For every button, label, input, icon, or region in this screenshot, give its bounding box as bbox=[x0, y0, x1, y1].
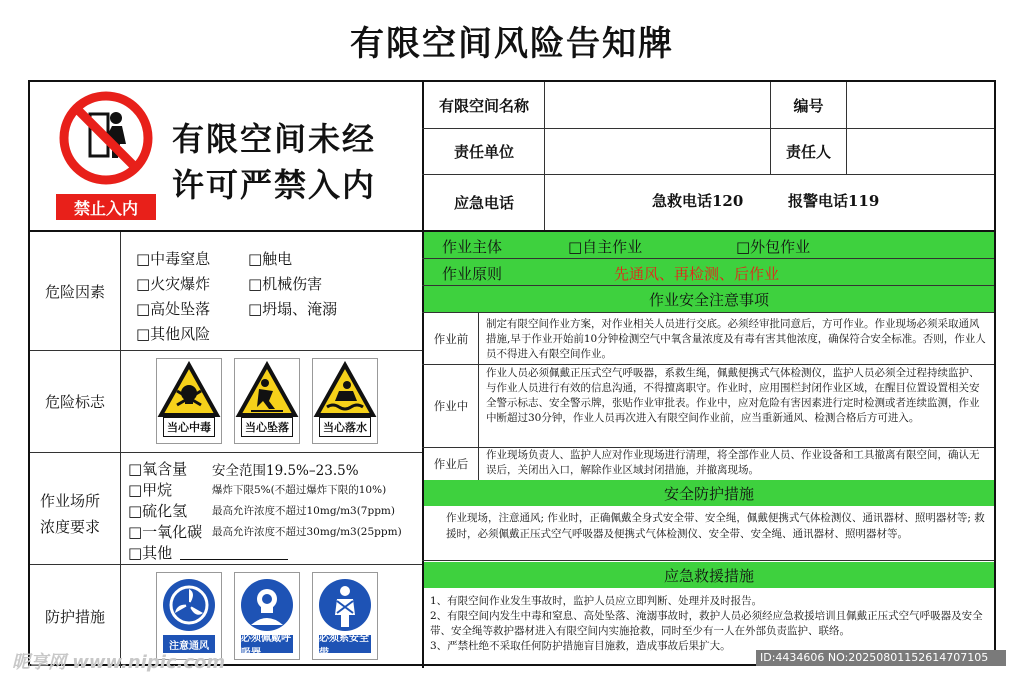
warning-sign-drown bbox=[312, 358, 378, 444]
sign-caption: 当心坠落 bbox=[241, 417, 293, 437]
person-label: 责任人 bbox=[785, 143, 831, 161]
hazard-item[interactable]: □火灾爆炸 bbox=[136, 275, 211, 293]
unit-label: 责任单位 bbox=[453, 143, 514, 161]
fan-icon bbox=[157, 575, 221, 635]
work-principle-label: 作业原则 bbox=[442, 265, 503, 283]
notes-header: 作业安全注意事项 bbox=[424, 286, 994, 312]
after-text: 作业现场负责人、监护人应对作业现场进行清理，将全部作业人员、作业设备和工具撤离有限空间，确认无误后，关闭出入口，解除作业区域封闭措施，并撤离现场。 bbox=[486, 449, 980, 476]
mandatory-sign-respirator bbox=[234, 572, 300, 660]
warning-text-line1: 有限空间未经 bbox=[172, 120, 377, 158]
mandatory-sign-ventilate bbox=[156, 572, 222, 660]
self-work-check[interactable]: □自主作业 bbox=[568, 238, 643, 256]
harness-icon bbox=[313, 575, 377, 635]
warning-sign-poison bbox=[156, 358, 222, 444]
fall-icon bbox=[235, 361, 299, 419]
hazard-label: 危险因素 bbox=[44, 282, 105, 301]
prohibit-sign bbox=[54, 88, 158, 222]
watermark: 昵享网 www.nipic.com bbox=[12, 652, 226, 673]
work-subject-label: 作业主体 bbox=[442, 238, 503, 256]
warning-text-line2: 许可严禁入内 bbox=[172, 166, 377, 204]
police-phone: 报警电话119 bbox=[788, 192, 880, 210]
during-text: 作业人员必须佩戴正压式空气呼吸器，系救生绳，佩戴便携式气体检测仪，监护人员必须全过程持续监护、与作业人员进行有效的信息沟通，不得擅离职守。作业时，应用围栏封闭作业区域，在醒目位置设置相关安全警示标志、安全警示牌，张贴作业审批表。作业中，应对危险有害因素进行定时检测或者连续监测，作业中断超过30分钟，作业人员再次进入有限空间作业前，应当重新通风、检测合格后方可进入。 bbox=[486, 367, 980, 424]
o2-range: 安全范围19.5%–23.5% bbox=[212, 463, 359, 479]
h2s-limit: 最高允许浓度不超过10mg/m3(7ppm) bbox=[212, 505, 395, 517]
sign-caption: 必须系安全带 bbox=[319, 633, 369, 659]
mandatory-sign-harness bbox=[312, 572, 378, 660]
before-label: 作业前 bbox=[433, 331, 469, 346]
hazard-item[interactable]: □其他风险 bbox=[136, 325, 211, 343]
drown-icon bbox=[313, 361, 377, 419]
prohibit-caption: 禁止入内 bbox=[56, 194, 156, 220]
rescue-header: 应急救援措施 bbox=[424, 562, 994, 588]
hazard-signs-label: 危险标志 bbox=[44, 393, 105, 411]
other-check[interactable]: □其他 bbox=[128, 544, 173, 562]
poison-icon bbox=[157, 361, 221, 419]
during-label: 作业中 bbox=[433, 399, 469, 413]
safety-header: 安全防护措施 bbox=[424, 480, 994, 506]
number-label: 编号 bbox=[793, 96, 824, 115]
space-name-field[interactable] bbox=[545, 82, 770, 128]
watermark-id: ID:4434606 NO:20250801152614707105 bbox=[756, 650, 1006, 666]
sign-caption: 当心落水 bbox=[319, 417, 371, 437]
no-entry-icon bbox=[54, 88, 158, 192]
work-principle: 先通风、再检测、后作业 bbox=[614, 265, 780, 283]
hazard-item[interactable]: □触电 bbox=[248, 250, 293, 268]
person-field[interactable] bbox=[847, 129, 994, 174]
safety-text: 作业现场，注意通风; 作业时，正确佩戴全身式安全带、安全绳，佩戴便携式气体检测仪、通讯器材、照明器材等; 救援时，必须佩戴正压式空气呼吸器及便携式气体检测仪、安全带、安全绳、通讯器材、照明器材等。 bbox=[446, 512, 985, 540]
notice-board bbox=[28, 80, 996, 666]
page-title: 有限空间风险告知牌 bbox=[350, 24, 674, 64]
number-field[interactable] bbox=[847, 82, 994, 128]
h2s-check[interactable]: □硫化氢 bbox=[128, 502, 188, 520]
hazard-item[interactable]: □机械伤害 bbox=[248, 275, 323, 293]
before-text: 制定有限空间作业方案，对作业相关人员进行交底。必须经审批同意后，方可作业。作业现场必须采取通风措施,早于作业开始前10分钟检测空气中氧含量浓度及有毒有害其他浓度，确保符合安全标准。否则，作业人员不得进入有限空间作业。 bbox=[486, 318, 986, 360]
other-field[interactable] bbox=[180, 559, 288, 560]
sign-caption: 必须佩戴呼吸器 bbox=[241, 633, 291, 659]
warning-sign-fall bbox=[234, 358, 300, 444]
space-name-label: 有限空间名称 bbox=[438, 96, 529, 115]
work-subject-row bbox=[424, 232, 994, 258]
o2-check[interactable]: □氧含量 bbox=[128, 460, 188, 478]
after-label: 作业后 bbox=[433, 457, 469, 471]
concentration-label-line2: 浓度要求 bbox=[40, 518, 101, 536]
respirator-icon bbox=[235, 575, 299, 635]
outsource-work-check[interactable]: □外包作业 bbox=[736, 238, 811, 256]
unit-field[interactable] bbox=[545, 129, 770, 174]
protection-label: 防护措施 bbox=[44, 607, 105, 626]
hazard-item[interactable]: □高处坠落 bbox=[136, 300, 211, 318]
concentration-label-line1: 作业场所 bbox=[40, 492, 101, 510]
hazard-item[interactable]: □坍塌、淹溺 bbox=[248, 300, 338, 318]
sign-caption: 当心中毒 bbox=[163, 417, 215, 437]
co-limit: 最高允许浓度不超过30mg/m3(25ppm) bbox=[212, 526, 402, 538]
sign-caption: 注意通风 bbox=[163, 635, 215, 653]
rescue-item: 3、严禁杜绝不采取任何防护措施盲目施救，造成事故后果扩大。 bbox=[430, 640, 731, 652]
hazard-item[interactable]: □中毒窒息 bbox=[136, 250, 211, 268]
emergency-label: 应急电话 bbox=[453, 194, 514, 212]
rescue-item: 1、有限空间作业发生事故时，监护人员应立即判断、处理并及时报告。 bbox=[430, 595, 763, 607]
rescue-phone: 急救电话120 bbox=[652, 192, 744, 210]
rescue-item: 2、有限空间内发生中毒和窒息、高处坠落、淹溺事故时，救护人员必须经应急救援培训且佩戴正压式空气呼吸器及安全带、安全绳等救护器材进入有限空间内实施抢救，同时至少有一人在外部负责监护、联络。 bbox=[430, 610, 983, 637]
ch4-limit: 爆炸下限5%(不超过爆炸下限的10%) bbox=[212, 484, 387, 496]
ch4-check[interactable]: □甲烷 bbox=[128, 481, 173, 499]
co-check[interactable]: □一氧化碳 bbox=[128, 523, 203, 541]
